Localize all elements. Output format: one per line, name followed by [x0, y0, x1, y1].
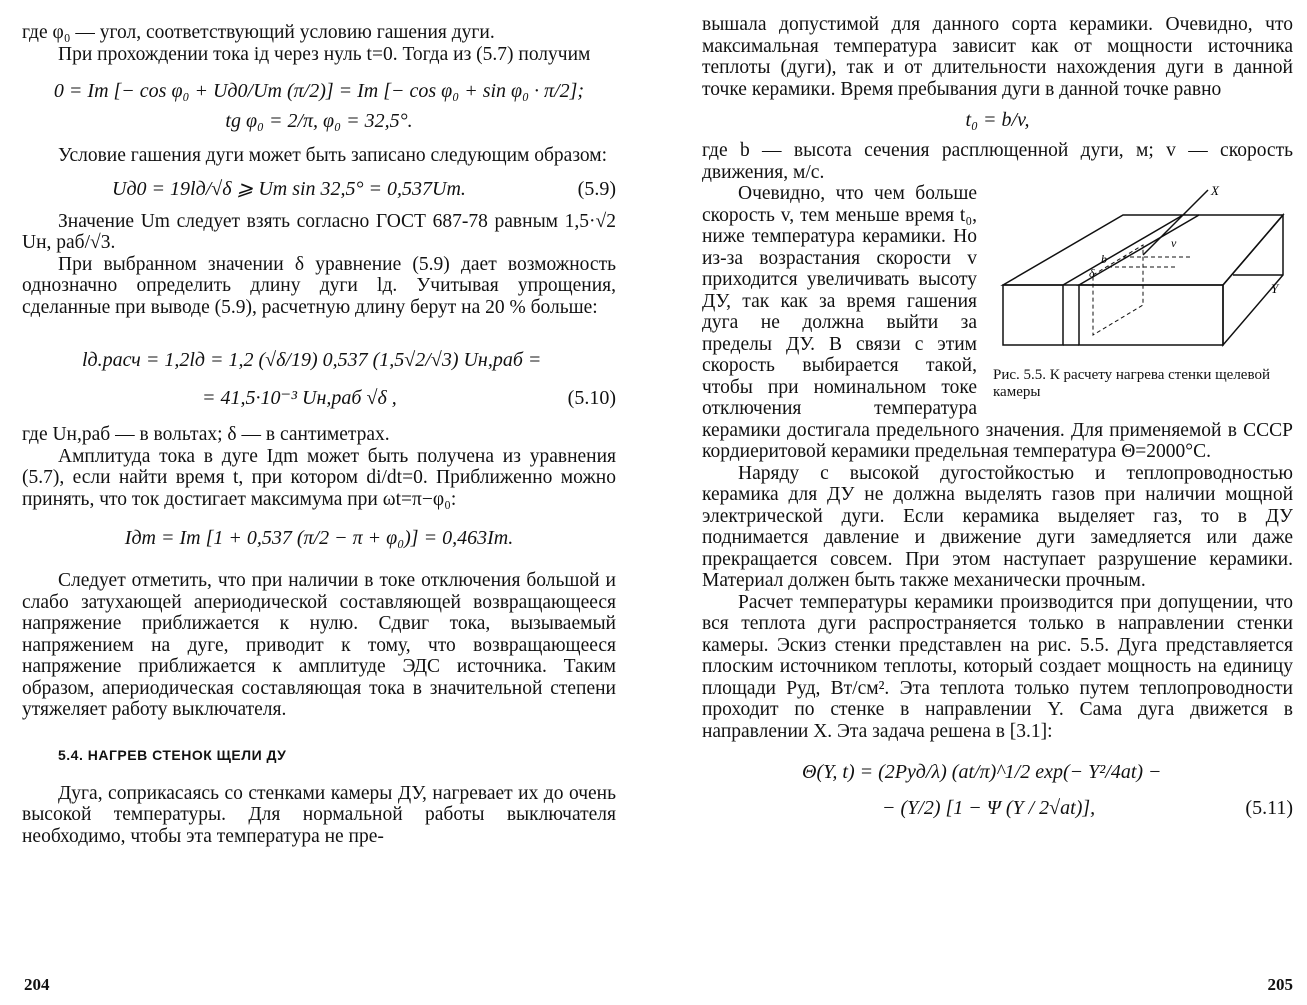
- equation-number: (5.10): [567, 387, 616, 409]
- paragraph: Наряду с высокой дугостойкостью и теплопроводностью керамика для ДУ не должна выделять газов при наличии мощной электрической дуги. Если керамика выделяет газ, то в ДУ поднимается давление и движение дуги замедляется или даже прекращается совсем. При этом наступает разрушение керамики. Материал должен быть также механически прочным.: [702, 462, 1293, 591]
- paragraph: При прохождении тока iд через нуль t=0. Тогда из (5.7) получим: [58, 43, 591, 65]
- axis-label-y: Y: [1271, 281, 1279, 296]
- equation-body: − (Y/2) [1 − Ψ (Y / 2√at)],: [882, 797, 1096, 819]
- axis-label-x: X: [1211, 185, 1219, 198]
- label-delta: δ: [1089, 266, 1095, 280]
- paragraph: Значение Um следует взять согласно ГОСТ 687-78 равным 1,5·√2 Uн, раб/√3.: [22, 210, 616, 253]
- equation-number: (5.9): [577, 177, 616, 200]
- left-page: [0, 0, 640, 1005]
- equation-body: = 41,5·10⁻³ Uн,раб √δ ,: [202, 387, 397, 409]
- section-heading: 5.4. НАГРЕВ СТЕНОК ЩЕЛИ ДУ: [58, 746, 287, 763]
- page-number: 204: [24, 975, 50, 994]
- equation: lд.расч = 1,2lд = 1,2 (√δ/19) 0,537 (1,5√2/√3) Uн,раб =: [82, 349, 542, 371]
- equation-body: Uд0 = 19lд/√δ ⩾ Um sin 32,5° = 0,537Um.: [112, 177, 466, 200]
- paragraph: При выбранном значении δ уравнение (5.9) дает возможность однозначно определить длину дуги lд. Учитывая упрощения, сделанные при выводе (5.9), расчетную длину берут на 20 % больше:: [22, 253, 616, 318]
- label-v: v: [1171, 236, 1177, 250]
- paragraph: Расчет температуры керамики производится при допущении, что вся теплота дуги распространяется только в направлении стенки камеры. Эскиз стенки представлен на рис. 5.5. Дуга представляется плоским источником теплоты, который создает мощность на единицу площади Pуд, Вт/см². Эта теплота только путем теплопроводности проходит по стенке в направлении Y. Сама дуга движется в направлении X. Эта задача решена в [3.1]:: [702, 591, 1293, 742]
- equation: [202, 386, 616, 410]
- figure: [993, 185, 1293, 401]
- equation: [112, 177, 616, 201]
- paragraph: где b — высота сечения расплющенной дуги, м; v — скорость движения, м/с.: [702, 140, 1293, 183]
- paragraph: Следует отметить, что при наличии в токе отключения большой и слабо затухающей апериодической составляющей возвращающееся напряжение приближается к нулю. Сдвиг тока, вызываемый напряжением на дуге, приводит к тому, что возвращающееся напряжение приближается к амплитуде ЭДС источника. Таким образом, апериодическая составляющая тока в значительной степени утяжеляет работу выключателя.: [22, 570, 616, 720]
- paragraph: Амплитуда тока в дуге Iдm может быть получена из уравнения (5.7), если найти время t, при котором di/dt=0. Приближенно можно принять, что ток достигает максимума при ωt=π−φ₀:: [22, 445, 616, 510]
- equation: [882, 796, 1293, 820]
- equation-number: (5.11): [1245, 797, 1293, 819]
- text-line: где φ₀ — угол, соответствующий условию гашения дуги.: [22, 22, 495, 43]
- page-number: 205: [1267, 975, 1293, 994]
- paragraph: Условие гашения дуги может быть записано следующим образом:: [58, 145, 608, 166]
- equation: t₀ = b/v,: [965, 109, 1030, 131]
- equation: 0 = Im [− cos φ₀ + Uд0/Um (π/2)] = Im [− cos φ₀ + sin φ₀ · π/2];: [53, 80, 585, 102]
- paragraph: где Uн,раб — в вольтах; δ — в сантиметрах.: [22, 424, 390, 445]
- label-b: b: [1101, 252, 1107, 266]
- equation: tg φ₀ = 2/π, φ₀ = 32,5°.: [225, 110, 413, 132]
- right-page: [650, 0, 1307, 1005]
- paragraph: Очевидно, что чем больше скорость v, тем меньше время t₀, ниже температура керамики. Но из-за возрастания скорости v приходится увеличивать высоту ДУ, так как за время гашения дуга не должна выйти за пределы ДУ. В связи с этим скорость выбирается такой, чтобы при номинальном токе отключения температура керамики достигала предельного значения. Для применяемой в СССР кордиеритовой керамики предельная температура Θ=2000°C.: [702, 183, 1293, 462]
- wall-sketch-figure: [993, 185, 1293, 365]
- equation: Θ(Y, t) = (2Pуд/λ) (at/π)^1/2 exp(− Y²/4at) −: [802, 761, 1162, 783]
- paragraph: вышала допустимой для данного сорта керамики. Очевидно, что максимальная температура зависит как от мощности источника теплоты (дуги), так и от длительности нахождения дуги в данной точке керамики. Время пребывания дуги в данной точке равно: [702, 14, 1293, 100]
- figure-caption: Рис. 5.5. К расчету нагрева стенки щелевой камеры: [993, 367, 1270, 400]
- paragraph: Дуга, соприкасаясь со стенками камеры ДУ, нагревает их до очень высокой температуры. Для нормальной работы выключателя необходимо, чтобы эта температура не пре-: [22, 782, 616, 847]
- equation: Iдm = Im [1 + 0,537 (π/2 − π + φ₀)] = 0,463Im.: [124, 527, 514, 549]
